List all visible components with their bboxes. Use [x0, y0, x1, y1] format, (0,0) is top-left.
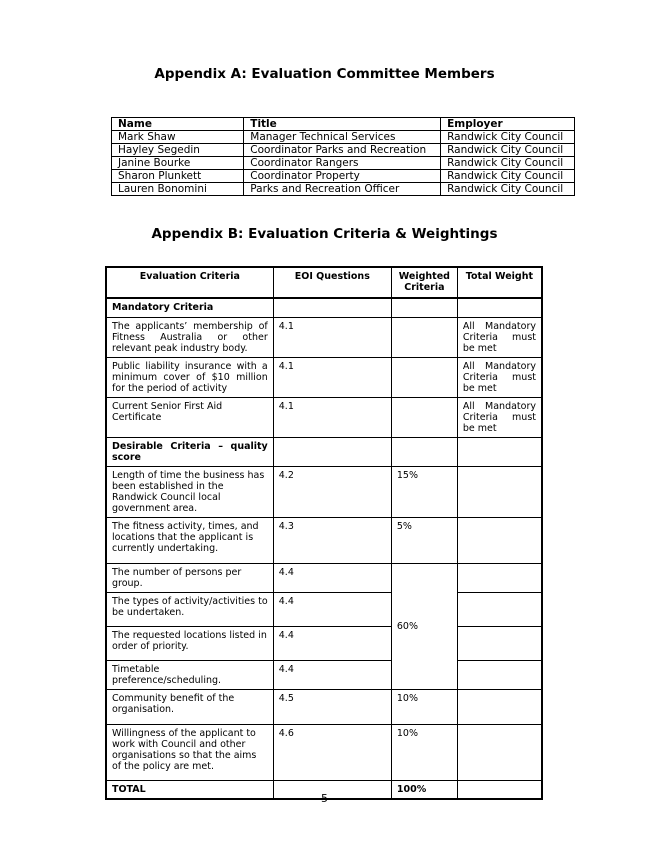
section-label-mandatory: Mandatory Criteria: [106, 298, 273, 317]
eoi-question: 4.1: [273, 317, 391, 357]
table-header-row: [106, 267, 542, 298]
empty-cell: [457, 660, 542, 689]
appendix-a-title: Appendix A: Evaluation Committee Members: [154, 66, 495, 82]
column-header-employer: Employer: [441, 118, 575, 131]
member-employer: Randwick City Council: [441, 183, 575, 196]
empty-cell: [273, 437, 391, 466]
member-name: Mark Shaw: [112, 131, 244, 144]
weighted-criteria: 5%: [391, 517, 457, 563]
table-header-row: [112, 118, 575, 131]
empty-cell: [457, 563, 542, 592]
member-name: Janine Bourke: [112, 157, 244, 170]
empty-cell: [391, 437, 457, 466]
table-row: [112, 157, 575, 170]
empty-cell: [457, 626, 542, 660]
table-row: [112, 131, 575, 144]
member-title: Coordinator Property: [244, 170, 441, 183]
criteria-text: The requested locations listed in order of priority.: [106, 626, 273, 660]
member-name: Lauren Bonomini: [112, 183, 244, 196]
table-row: [112, 183, 575, 196]
table-row: [106, 724, 542, 780]
member-title: Manager Technical Services: [244, 131, 441, 144]
table-row: [106, 626, 542, 660]
member-employer: Randwick City Council: [441, 144, 575, 157]
criteria-text: Current Senior First Aid Certificate: [106, 397, 273, 437]
empty-cell: [391, 357, 457, 397]
appendix-b-title: Appendix B: Evaluation Criteria & Weightings: [151, 226, 498, 242]
criteria-text: Length of time the business has been established in the Randwick Council local government area.: [106, 466, 273, 517]
eoi-question: 4.4: [273, 660, 391, 689]
total-weight: All Mandatory Criteria must be met: [457, 357, 542, 397]
total-weight: All Mandatory Criteria must be met: [457, 397, 542, 437]
total-weight: All Mandatory Criteria must be met: [457, 317, 542, 357]
member-employer: Randwick City Council: [441, 131, 575, 144]
weighted-criteria: 10%: [391, 689, 457, 724]
column-header-eoi-questions: EOI Questions: [273, 267, 391, 298]
column-header-criteria: Evaluation Criteria: [106, 267, 273, 298]
criteria-text: The applicants’ membership of Fitness Australia or other relevant peak industry body.: [106, 317, 273, 357]
criteria-text: Public liability insurance with a minimum cover of $10 million for the period of activity: [106, 357, 273, 397]
empty-cell: [457, 466, 542, 517]
section-row-mandatory: [106, 298, 542, 317]
column-header-total-weight: Total Weight: [457, 267, 542, 298]
evaluation-criteria-table: [105, 266, 543, 800]
eoi-question: 4.4: [273, 563, 391, 592]
eoi-question: 4.1: [273, 357, 391, 397]
table-row: [112, 144, 575, 157]
member-name: Hayley Segedin: [112, 144, 244, 157]
section-label-desirable: Desirable Criteria – quality score: [106, 437, 273, 466]
eoi-question: 4.1: [273, 397, 391, 437]
criteria-text: Willingness of the applicant to work with Council and other organisations so that the aims of the policy are met.: [106, 724, 273, 780]
empty-cell: [391, 317, 457, 357]
table-row: [106, 660, 542, 689]
member-title: Coordinator Parks and Recreation: [244, 144, 441, 157]
empty-cell: [457, 689, 542, 724]
empty-cell: [457, 592, 542, 626]
empty-cell: [391, 397, 457, 437]
criteria-text: Timetable preference/scheduling.: [106, 660, 273, 689]
eoi-question: 4.2: [273, 466, 391, 517]
table-row: [106, 689, 542, 724]
table-row: [106, 357, 542, 397]
table-row: [106, 563, 542, 592]
member-employer: Randwick City Council: [441, 157, 575, 170]
empty-cell: [457, 298, 542, 317]
eoi-question: 4.5: [273, 689, 391, 724]
total-label: TOTAL: [106, 780, 273, 799]
section-row-desirable: [106, 437, 542, 466]
table-row: [106, 466, 542, 517]
criteria-text: The fitness activity, times, and locations that the applicant is currently undertaking.: [106, 517, 273, 563]
member-title: Parks and Recreation Officer: [244, 183, 441, 196]
table-row: [112, 170, 575, 183]
table-row: [106, 317, 542, 357]
eoi-question: 4.4: [273, 626, 391, 660]
empty-cell: [457, 517, 542, 563]
criteria-text: The types of activity/activities to be undertaken.: [106, 592, 273, 626]
empty-cell: [391, 298, 457, 317]
member-title: Coordinator Rangers: [244, 157, 441, 170]
weighted-criteria-merged: 60%: [391, 563, 457, 689]
criteria-text: Community benefit of the organisation.: [106, 689, 273, 724]
empty-cell: [457, 724, 542, 780]
empty-cell: [273, 298, 391, 317]
column-header-weighted-criteria: Weighted Criteria: [391, 267, 457, 298]
table-row: [106, 397, 542, 437]
page-number: 5: [321, 792, 328, 805]
weighted-criteria: 10%: [391, 724, 457, 780]
table-row: [106, 517, 542, 563]
criteria-text: The number of persons per group.: [106, 563, 273, 592]
table-row: [106, 592, 542, 626]
eoi-question: 4.4: [273, 592, 391, 626]
empty-cell: [457, 437, 542, 466]
column-header-name: Name: [112, 118, 244, 131]
total-value: 100%: [391, 780, 457, 799]
eoi-question: 4.6: [273, 724, 391, 780]
committee-members-table: [111, 117, 575, 196]
member-employer: Randwick City Council: [441, 170, 575, 183]
weighted-criteria: 15%: [391, 466, 457, 517]
eoi-question: 4.3: [273, 517, 391, 563]
column-header-title: Title: [244, 118, 441, 131]
member-name: Sharon Plunkett: [112, 170, 244, 183]
